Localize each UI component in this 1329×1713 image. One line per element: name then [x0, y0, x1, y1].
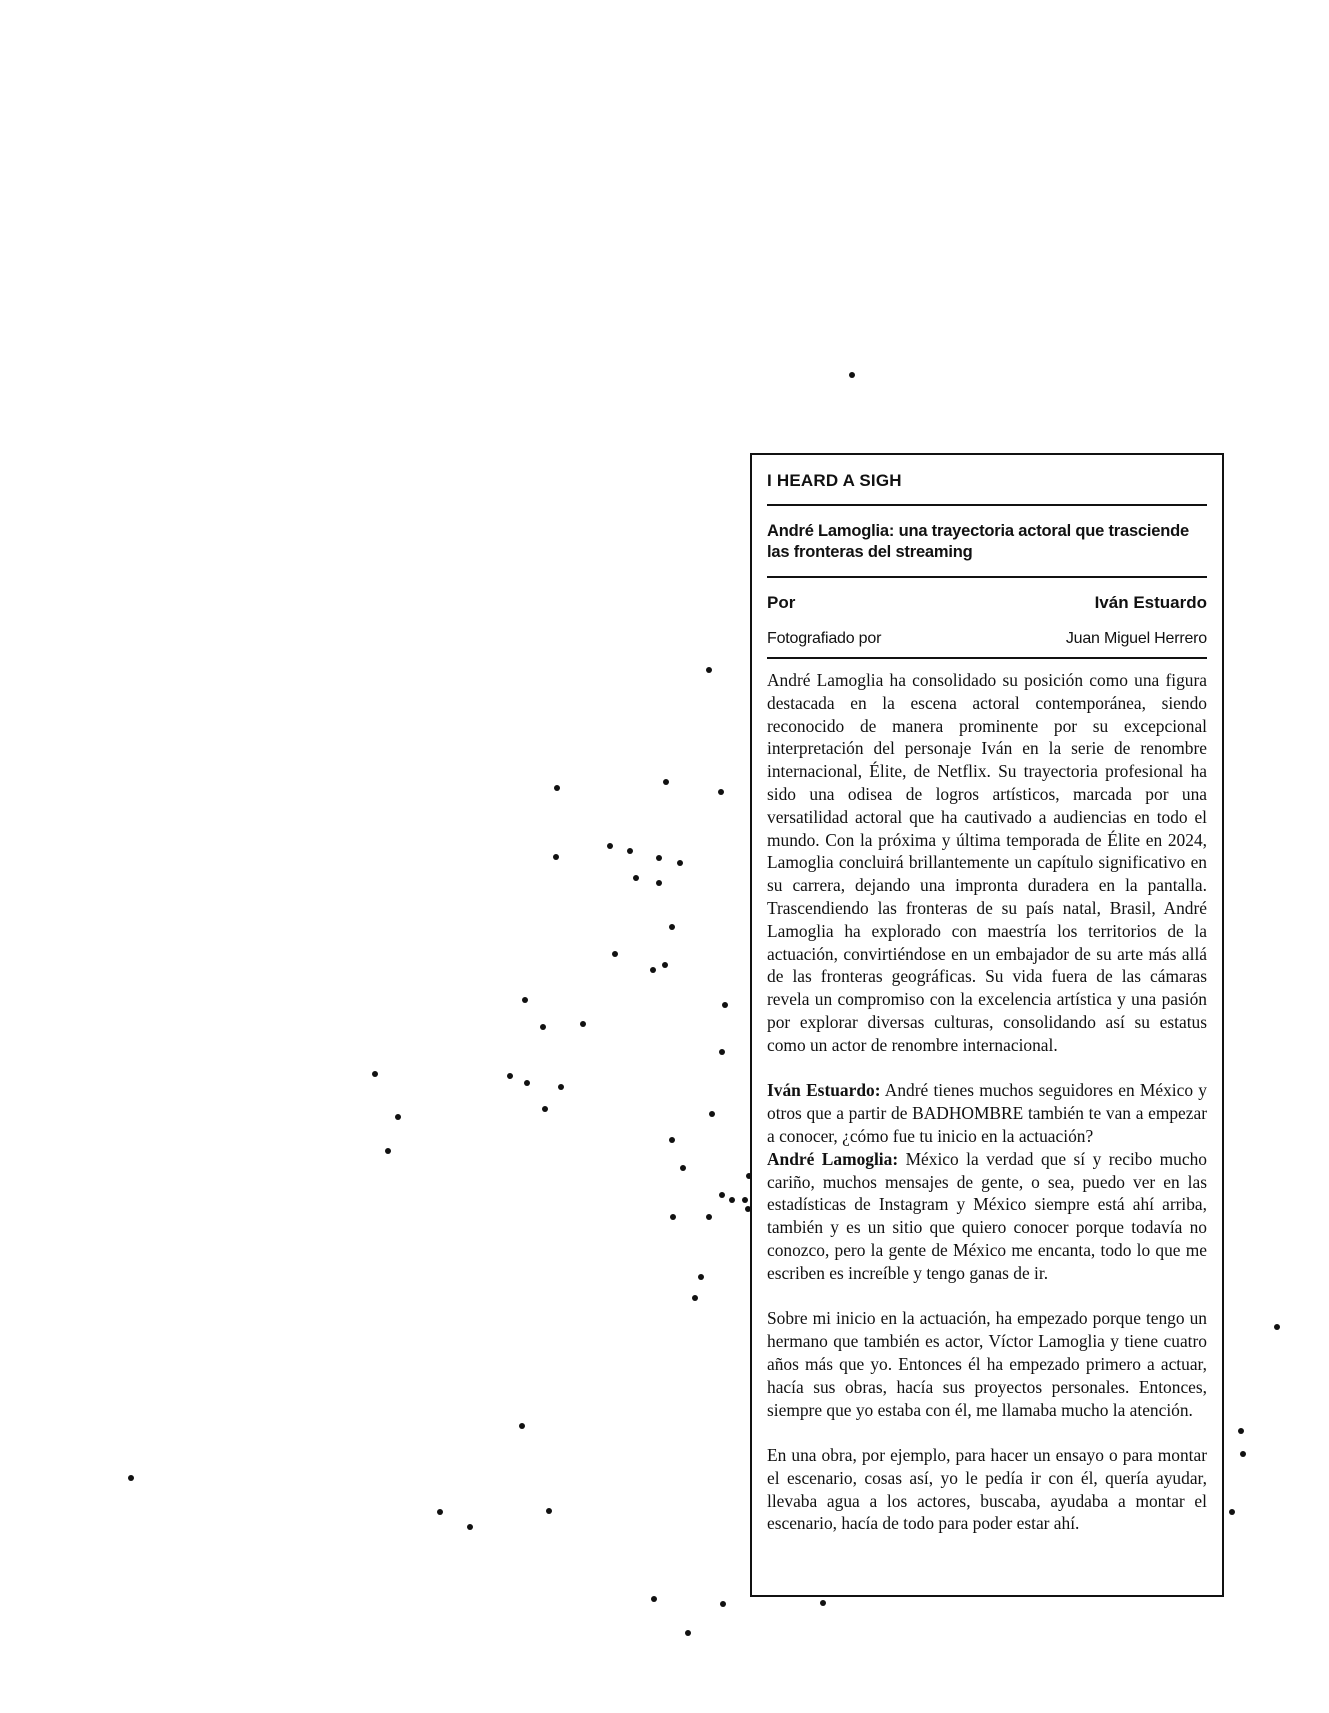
article-headline: André Lamoglia: una trayectoria actoral que trasciende las fronteras del streaming: [767, 522, 1189, 561]
decorative-dot: [558, 1084, 564, 1090]
answer-paragraph: [767, 1148, 1207, 1285]
decorative-dot: [709, 1111, 715, 1117]
decorative-dot: [669, 924, 675, 930]
decorative-dot: [706, 1214, 712, 1220]
decorative-dot: [633, 875, 639, 881]
decorative-dot: [719, 1049, 725, 1055]
decorative-dot: [554, 785, 560, 791]
interviewer-name: Iván Estuardo:: [767, 1080, 881, 1101]
decorative-dot: [612, 951, 618, 957]
decorative-dot: [677, 860, 683, 866]
decorative-dot: [698, 1274, 704, 1280]
article-body: [767, 669, 1207, 1535]
decorative-dot: [1274, 1324, 1280, 1330]
decorative-dot: [580, 1021, 586, 1027]
decorative-dot: [685, 1630, 691, 1636]
section-kicker: I HEARD A SIGH: [767, 471, 902, 490]
article-box: [750, 453, 1224, 1597]
question-text: André tienes muchos seguidores en México y otros que a partir de BADHOMBRE también te van a empezar a conocer, ¿cómo fue tu inicio en la actuación?: [767, 1080, 1207, 1146]
decorative-dot: [849, 372, 855, 378]
decorative-dot: [1229, 1509, 1235, 1515]
decorative-dot: [670, 1214, 676, 1220]
byline-name: Iván Estuardo: [1094, 593, 1207, 612]
decorative-dot: [729, 1197, 735, 1203]
decorative-dot: [719, 1192, 725, 1198]
divider: [767, 576, 1207, 578]
decorative-dot: [663, 779, 669, 785]
decorative-dot: [662, 962, 668, 968]
decorative-dot: [467, 1524, 473, 1530]
decorative-dot: [722, 1002, 728, 1008]
decorative-dot: [627, 848, 633, 854]
decorative-dot: [385, 1148, 391, 1154]
decorative-dot: [820, 1600, 826, 1606]
interviewee-name: André Lamoglia:: [767, 1148, 899, 1169]
decorative-dot: [395, 1114, 401, 1120]
intro-paragraph: André Lamoglia ha consolidado su posición como una figura destacada en la escena actoral contemporánea, siendo reconocido de manera prominente por su excepcional interpretación del personaje Iván en la serie de renombre internacional, Élite, de Netflix. Su trayectoria profesional ha sido una odisea de logros artísticos, marcada por una versatilidad actoral que ha cautivado a audiencias en todo el mundo. Con la próxima y última temporada de Élite en 2024, Lamoglia concluirá brillantemente un capítulo significativo en su carrera, dejando una impronta duradera en la pantalla. Trascendiendo las fronteras de su país natal, Brasil, André Lamoglia ha explorado con maestría los territorios de la actuación, convirtiéndose en un embajador de su arte más allá de las fronteras geográficas. Su vida fuera de las cámaras revela un compromiso con la excelencia artística y una pasión por explorar diversas culturas, consolidando así su estatus como un actor de renombre internacional.: [767, 670, 1207, 1055]
divider: [767, 504, 1207, 506]
decorative-dot: [656, 855, 662, 861]
body-paragraph: En una obra, por ejemplo, para hacer un ensayo o para montar el escenario, cosas así, yo le pedía ir con él, quería ayudar, llevaba agua a los actores, buscaba, ayudaba a montar el escenario, hacía de todo para poder estar ahí.: [767, 1445, 1207, 1534]
decorative-dot: [742, 1197, 748, 1203]
decorative-dot: [669, 1137, 675, 1143]
decorative-dot: [553, 854, 559, 860]
decorative-dot: [1240, 1451, 1246, 1457]
answer-text: México la verdad que sí y recibo mucho cariño, muchos mensajes de gente, o sea, puedo ver en las estadísticas de Instagram y México siempre está ahí arriba, también y es un sitio que quiero conocer porque todavía no conozco, pero la gente de México me encanta, todo lo que me escriben es increíble y tengo ganas de ir.: [767, 1148, 1207, 1283]
decorative-dot: [519, 1423, 525, 1429]
decorative-dot: [522, 997, 528, 1003]
decorative-dot: [128, 1475, 134, 1481]
decorative-dot: [706, 667, 712, 673]
decorative-dot: [546, 1508, 552, 1514]
byline-row: [767, 593, 1207, 613]
decorative-dot: [540, 1024, 546, 1030]
decorative-dot: [720, 1601, 726, 1607]
decorative-dot: [718, 789, 724, 795]
decorative-dot: [650, 967, 656, 973]
decorative-dot: [1238, 1428, 1244, 1434]
decorative-dot: [437, 1509, 443, 1515]
decorative-dot: [542, 1106, 548, 1112]
question-paragraph: [767, 1079, 1207, 1147]
divider: [767, 657, 1207, 659]
decorative-dot: [607, 843, 613, 849]
decorative-dot: [372, 1071, 378, 1077]
photo-credit-row: [767, 630, 1207, 648]
body-paragraph: Sobre mi inicio en la actuación, ha empezado porque tengo un hermano que también es actor, Víctor Lamoglia y tiene cuatro años más que yo. Entonces él ha empezado primero a actuar, hacía sus obras, hacía sus proyectos personales. Entonces, siempre que yo estaba con él, me llamaba mucho la atención.: [767, 1308, 1207, 1420]
decorative-dot: [507, 1073, 513, 1079]
decorative-dot: [692, 1295, 698, 1301]
decorative-dot: [656, 880, 662, 886]
photo-credit-label: Fotografiado por: [767, 630, 882, 647]
byline-label: Por: [767, 593, 796, 612]
photo-credit-name: Juan Miguel Herrero: [1065, 630, 1207, 647]
decorative-dot: [651, 1596, 657, 1602]
decorative-dot: [524, 1080, 530, 1086]
decorative-dot: [680, 1165, 686, 1171]
